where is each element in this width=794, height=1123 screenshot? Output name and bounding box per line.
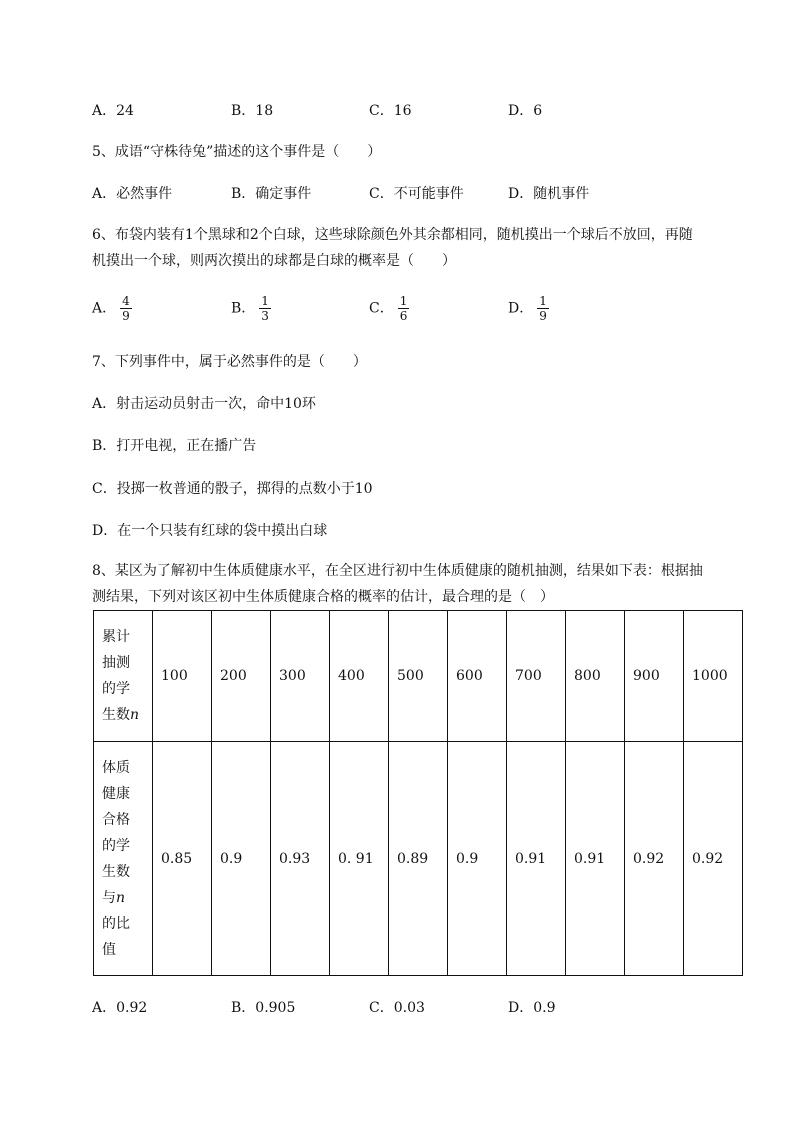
table-cell: 1000 xyxy=(684,611,743,742)
header-text: 值 xyxy=(102,941,116,958)
fraction-numerator: 4 xyxy=(122,294,130,308)
q6-option-d xyxy=(508,294,549,323)
header-text: 合格 xyxy=(102,811,130,828)
fraction xyxy=(398,294,410,323)
q5-stem: 5、成语“守株待兔”描述的这个事件是（ ） xyxy=(92,144,382,160)
fraction-denominator: 9 xyxy=(539,309,547,323)
header-text: 的比 xyxy=(102,915,130,932)
row-header-sample-size xyxy=(94,611,153,742)
q7-option-d: D．在一个只装有红球的袋中摸出白球 xyxy=(92,523,328,539)
table-cell: 400 xyxy=(330,611,389,742)
q8-option-c: C．0.03 xyxy=(369,1000,425,1016)
q7-option-c: C．投掷一枚普通的骰子，掷得的点数小于10 xyxy=(92,481,373,497)
q6-option-b xyxy=(231,294,271,323)
q7-option-a: A．射击运动员射击一次，命中10环 xyxy=(92,396,316,412)
header-text: 体质 xyxy=(102,759,130,776)
q4-option-a: A．24 xyxy=(92,103,134,119)
q6-option-b-label: B． xyxy=(231,300,256,317)
fraction-denominator: 6 xyxy=(399,309,408,323)
table-cell: 0.91 xyxy=(566,742,625,976)
q5-option-b: B．确定事件 xyxy=(231,186,312,202)
header-text: 生数 xyxy=(102,707,130,723)
table-cell: 0.93 xyxy=(271,742,330,976)
fraction-numerator: 1 xyxy=(539,294,547,308)
q6-option-a xyxy=(92,294,132,323)
table-cell: 800 xyxy=(566,611,625,742)
q5-option-d: D．随机事件 xyxy=(508,186,590,202)
variable-n: n xyxy=(130,707,140,723)
fraction-numerator: 1 xyxy=(261,294,269,308)
table-cell: 0.85 xyxy=(153,742,212,976)
table-cell: 900 xyxy=(625,611,684,742)
variable-n: n xyxy=(116,889,126,906)
q8-stem-line2: 测结果，下列对该区初中生体质健康合格的概率的估计，最合理的是（ ） xyxy=(92,589,554,605)
q5-option-c: C．不可能事件 xyxy=(369,186,464,202)
table-cell: 0.9 xyxy=(212,742,271,976)
table-cell: 0.89 xyxy=(389,742,448,976)
header-text: 与 xyxy=(102,889,116,906)
q7-option-b: B．打开电视，正在播广告 xyxy=(92,438,257,454)
row-header-ratio xyxy=(94,742,153,976)
q4-option-c: C．16 xyxy=(369,103,412,119)
table-cell: 0. 91 xyxy=(330,742,389,976)
q6-option-d-label: D． xyxy=(508,300,534,317)
table-cell: 100 xyxy=(153,611,212,742)
q8-option-b: B．0.905 xyxy=(231,1000,296,1016)
table-cell: 500 xyxy=(389,611,448,742)
q4-option-d: D．6 xyxy=(508,103,543,119)
fraction-denominator: 9 xyxy=(122,309,130,323)
q4-option-b: B．18 xyxy=(231,103,274,119)
table-cell: 0.91 xyxy=(507,742,566,976)
fraction-numerator: 1 xyxy=(399,294,408,308)
q7-stem: 7、下列事件中，属于必然事件的是（ ） xyxy=(92,354,367,370)
table-cell: 0.92 xyxy=(625,742,684,976)
q6-stem-line2: 机摸出一个球，则两次摸出的球都是白球的概率是（ ） xyxy=(92,253,456,269)
table-cell: 0.92 xyxy=(684,742,743,976)
q8-option-a: A．0.92 xyxy=(92,1000,148,1016)
q8-option-d: D．0.9 xyxy=(508,1000,556,1016)
table-row-sample-size xyxy=(94,611,743,742)
header-text: 累计 xyxy=(102,629,130,645)
table-cell: 0.9 xyxy=(448,742,507,976)
fraction xyxy=(120,294,132,323)
q8-stem xyxy=(92,558,752,610)
header-text: 的学 xyxy=(102,681,130,697)
table-cell: 600 xyxy=(448,611,507,742)
header-text: 抽测 xyxy=(102,655,130,671)
q6-option-c xyxy=(369,294,409,323)
q6-option-a-label: A． xyxy=(92,300,117,317)
header-text: 的学 xyxy=(102,837,130,854)
q6-option-c-label: C． xyxy=(369,300,394,317)
q5-option-a: A．必然事件 xyxy=(92,186,173,202)
q8-stem-line1: 8、某区为了解初中生体质健康水平，在全区进行初中生体质健康的随机抽测，结果如下表：根据抽 xyxy=(92,563,703,579)
table-cell: 700 xyxy=(507,611,566,742)
header-text: 生数 xyxy=(102,863,130,880)
header-text: 健康 xyxy=(102,785,130,802)
fraction xyxy=(259,294,271,323)
table-cell: 300 xyxy=(271,611,330,742)
fraction-denominator: 3 xyxy=(261,309,269,323)
fraction xyxy=(537,294,549,323)
q6-stem-line1: 6、布袋内装有1个黑球和2个白球，这些球除颜色外其余都相同，随机摸出一个球后不放回，再随 xyxy=(92,227,693,243)
table-cell: 200 xyxy=(212,611,271,742)
table-row-ratio xyxy=(94,742,743,976)
q6-stem xyxy=(92,222,752,274)
q8-data-table xyxy=(93,610,743,976)
